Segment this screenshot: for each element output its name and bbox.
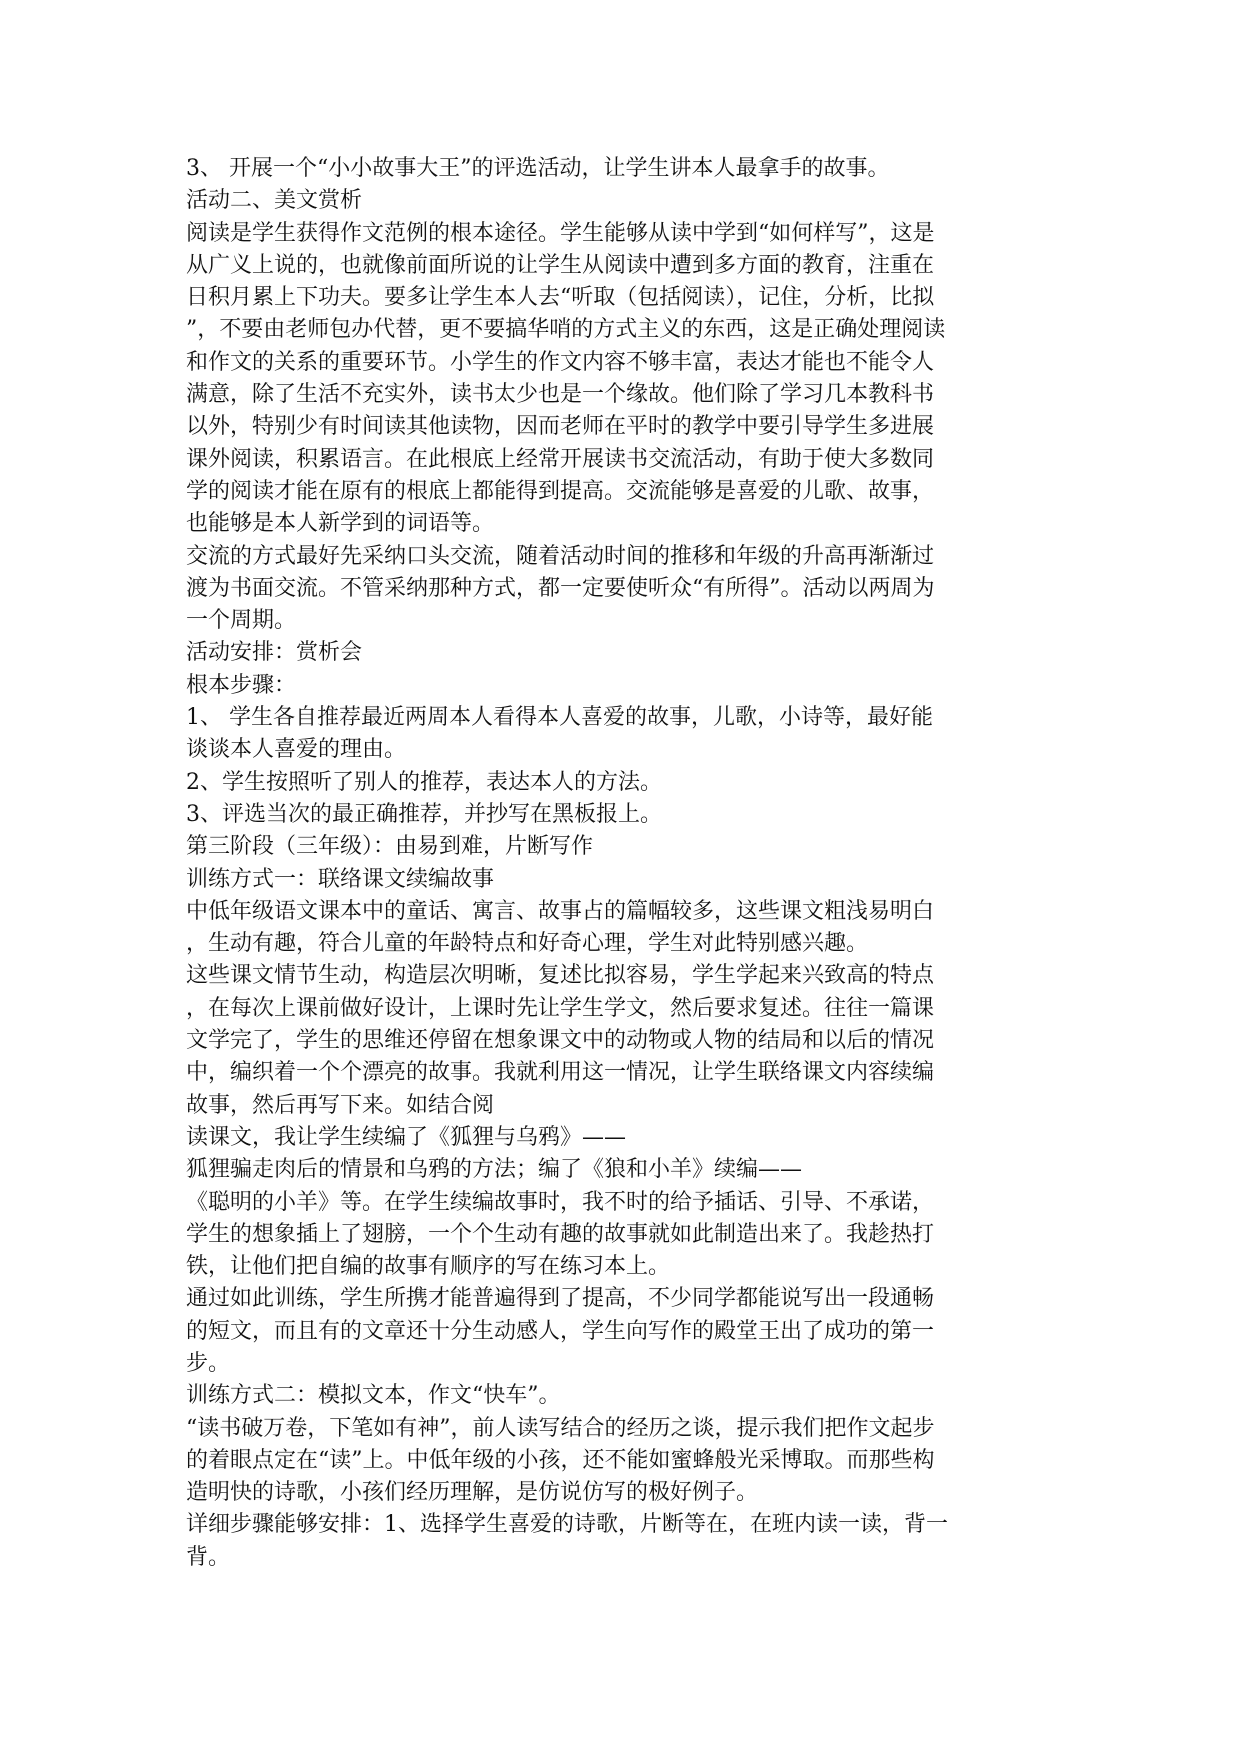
text-line: 满意，除了生活不充实外，读书太少也是一个缘故。他们除了学习几本教科书: [186, 382, 935, 408]
text-line: 读课文，我让学生续编了《狐狸与乌鸦》——: [186, 1124, 627, 1150]
section-heading: 第三阶段（三年级）：由易到难，片断写作: [186, 834, 594, 860]
text-line: 3、评选当次的最正确推荐，并抄写在黑板报上。: [186, 801, 662, 827]
text-line: “读书破万卷，下笔如有神”，前人读写结合的经历之谈，提示我们把作文起步: [186, 1415, 935, 1441]
text-line: 详细步骤能够安排：1、选择学生喜爱的诗歌，片断等在，在班内读一读，背一: [186, 1512, 948, 1538]
text-line: 从广义上说的，也就像前面所说的让学生从阅读中遭到多方面的教育，注重在: [186, 252, 935, 278]
section-heading: 活动安排：赏析会: [186, 640, 363, 666]
text-line: 学生的想象插上了翅膀，一个个生动有趣的故事就如此制造出来了。我趁热打: [186, 1221, 935, 1247]
text-line: 和作文的关系的重要环节。小学生的作文内容不够丰富，表达才能也不能令人: [186, 349, 935, 375]
section-heading: 训练方式二：模拟文本，作文“快车”。: [186, 1383, 561, 1409]
text-line: 这些课文情节生动，构造层次明晰，复述比拟容易，学生学起来兴致高的特点: [186, 963, 935, 989]
text-line: 一个周期。: [186, 608, 297, 634]
text-line: 通过如此训练，学生所携才能普遍得到了提高，不少同学都能说写出一段通畅: [186, 1286, 935, 1312]
text-line: 狐狸骗走肉后的情景和乌鸦的方法；编了《狼和小羊》续编——: [186, 1157, 803, 1183]
text-line: 中低年级语文课本中的童话、寓言、故事占的篇幅较多，这些课文粗浅易明白: [186, 898, 935, 924]
section-heading: 活动二、美文赏析: [186, 188, 363, 214]
text-line: ，在每次上课前做好设计，上课时先让学生学文，然后要求复述。往往一篇课: [186, 995, 935, 1021]
text-line: 学的阅读才能在原有的根底上都能得到提高。交流能够是喜爱的儿歌、故事，: [186, 478, 935, 504]
text-line: 1、 学生各自推荐最近两周本人看得本人喜爱的故事，儿歌，小诗等，最好能: [186, 705, 933, 731]
text-line: 课外阅读，积累语言。在此根底上经常开展读书交流活动，有助于使大多数同: [186, 446, 935, 472]
text-line: 故事，然后再写下来。如结合阅: [186, 1092, 495, 1118]
document-body: [186, 153, 1066, 1574]
text-line: 《聪明的小羊》等。在学生续编故事时，我不时的给予插话、引导、不承诺，: [186, 1189, 935, 1215]
text-line: 中，编织着一个个漂亮的故事。我就利用这一情况，让学生联络课文内容续编: [186, 1060, 935, 1086]
text-line: 交流的方式最好先采纳口头交流，随着活动时间的推移和年级的升高再渐渐过: [186, 543, 935, 569]
text-line: 谈谈本人喜爱的理由。: [186, 737, 407, 763]
text-line: 3、 开展一个“小小故事大王”的评选活动，让学生讲本人最拿手的故事。: [186, 156, 890, 181]
text-line: 渡为书面交流。不管采纳那种方式，都一定要使听众“有所得”。活动以两周为: [186, 575, 935, 601]
text-line: 步。: [186, 1350, 231, 1376]
text-line: 2、学生按照听了别人的推荐，表达本人的方法。: [186, 769, 662, 795]
text-line: 文学完了，学生的思维还停留在想象课文中的动物或人物的结局和以后的情况: [186, 1028, 935, 1054]
text-line: 阅读是学生获得作文范例的根本途径。学生能够从读中学到“如何样写”，这是: [186, 220, 935, 246]
text-line: 背。: [186, 1544, 231, 1570]
text-line: 的着眼点定在“读”上。中低年级的小孩，还不能如蜜蜂般光采博取。而那些构: [186, 1447, 935, 1473]
text-line: 也能够是本人新学到的词语等。: [186, 511, 495, 537]
text-line: 的短文，而且有的文章还十分生动感人，学生向写作的殿堂王出了成功的第一: [186, 1318, 935, 1344]
section-heading: 训练方式一：联络课文续编故事: [186, 866, 495, 892]
text-line: 以外，特别少有时间读其他读物，因而老师在平时的教学中要引导学生多进展: [186, 414, 935, 440]
section-heading: 根本步骤：: [186, 672, 297, 698]
text-line: 日积月累上下功夫。要多让学生本人去“听取（包括阅读），记住，分析，比拟: [186, 285, 935, 311]
text-line: 造明快的诗歌，小孩们经历理解，是仿说仿写的极好例子。: [186, 1480, 759, 1506]
text-line: ”，不要由老师包办代替，更不要搞华哨的方式主义的东西，这是正确处理阅读: [186, 317, 946, 343]
text-line: ，生动有趣，符合儿童的年龄特点和好奇心理，学生对此特别感兴趣。: [186, 931, 869, 957]
text-line: 铁，让他们把自编的故事有顺序的写在练习本上。: [186, 1254, 671, 1280]
